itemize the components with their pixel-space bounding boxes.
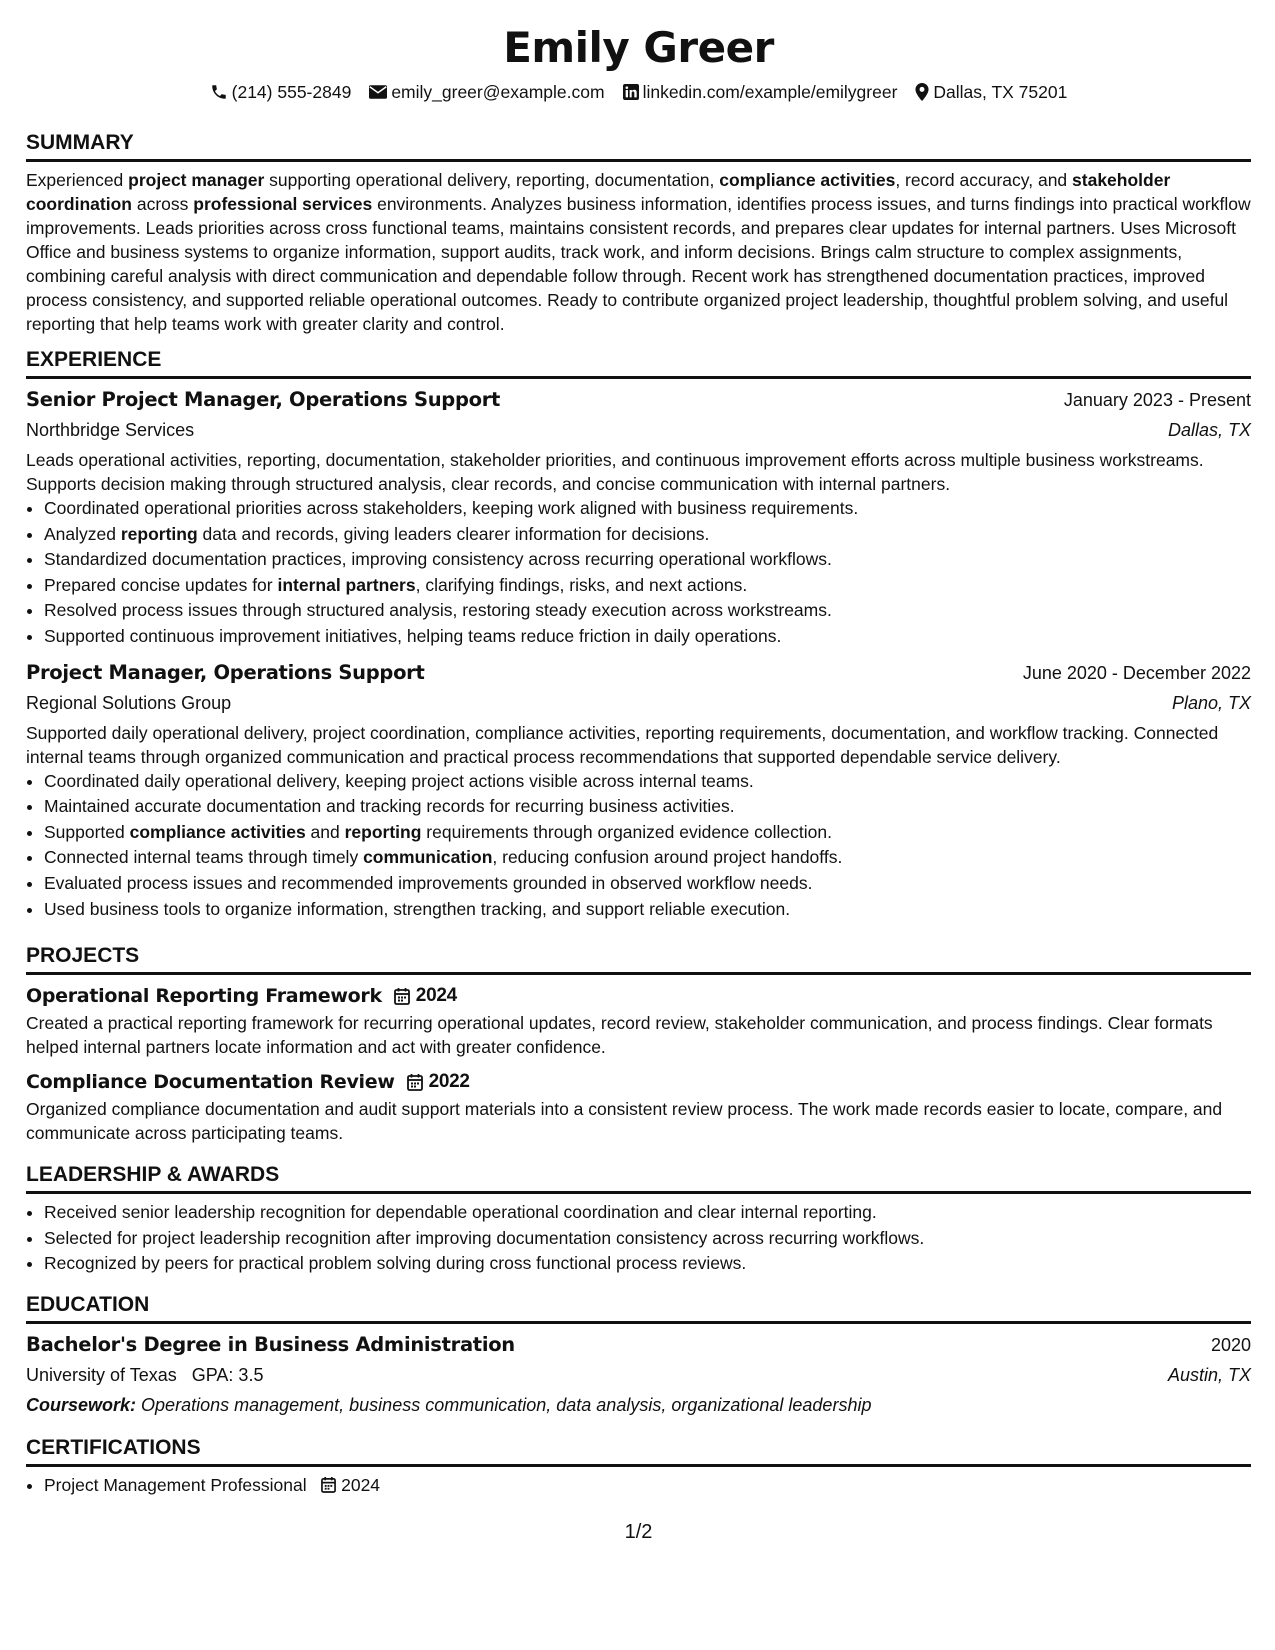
project-entry (26, 981, 1251, 1059)
job-location: Plano, TX (1171, 692, 1251, 713)
phone-text: (214) 555-2849 (231, 82, 352, 102)
job-bullets (26, 769, 1251, 923)
calendar-icon (394, 987, 410, 1005)
list-item: • Supported compliance activities and reporting requirements through organized evidence collection. (44, 820, 1251, 846)
school-info (26, 1360, 263, 1390)
school-name: University of Texas (26, 1365, 177, 1385)
job-location: Dallas, TX (1167, 420, 1251, 440)
job-bullets (26, 496, 1251, 650)
degree-title: Bachelor's Degree in Business Administration (26, 1333, 515, 1356)
list-item: • Supported continuous improvement initiatives, helping teams reduce friction in daily operations. (44, 624, 1251, 650)
graduation-year: 2020 (1210, 1335, 1251, 1355)
list-item: • Used business tools to organize information, strengthen tracking, and support reliable execution. (44, 897, 1251, 923)
section-heading: EXPERIENCE (26, 347, 1251, 379)
contact-bar (26, 80, 1251, 104)
project-name: Operational Reporting Framework (26, 985, 382, 1007)
calendar-icon (407, 1073, 423, 1091)
section-heading: CERTIFICATIONS (26, 1435, 1251, 1467)
projects-section (26, 943, 1251, 1145)
project-entry (26, 1067, 1251, 1145)
list-item: • Connected internal teams through timely communication, reducing confusion around project handoffs. (44, 845, 1251, 871)
linkedin-icon (623, 84, 639, 100)
list-item: • Analyzed reporting data and records, giving leaders clearer information for decisions. (44, 522, 1251, 548)
job-title: Project Manager, Operations Support (26, 660, 425, 684)
experience-section (26, 347, 1251, 922)
job-entry (26, 658, 1251, 923)
job-dates: January 2023 - Present (1063, 390, 1251, 410)
project-name: Compliance Documentation Review (26, 1071, 395, 1093)
candidate-name: Emily Greer (503, 23, 774, 72)
gpa: GPA: 3.5 (191, 1365, 264, 1385)
school-location: Austin, TX (1167, 1365, 1251, 1385)
envelope-icon (369, 85, 387, 99)
job-company: Regional Solutions Group (26, 692, 232, 713)
list-item: • Resolved process issues through structured analysis, restoring steady execution across workstreams. (44, 598, 1251, 624)
list-item: • Maintained accurate documentation and tracking records for recurring business activities. (44, 794, 1251, 820)
phone-icon (210, 83, 228, 101)
list-item: • Recognized by peers for practical problem solving during cross functional process reviews. (44, 1251, 1251, 1277)
job-entry (26, 385, 1251, 650)
leadership-list (26, 1200, 1251, 1277)
certifications-list (26, 1473, 1251, 1499)
list-item (44, 1473, 1251, 1499)
summary-section (26, 130, 1251, 336)
page-number: 1/2 (624, 1521, 653, 1543)
coursework-label: Coursework: (26, 1395, 137, 1415)
project-year: 2024 (415, 985, 457, 1006)
contact-phone[interactable] (210, 80, 352, 104)
coursework-text: Operations management, business communication, data analysis, organizational leadership (141, 1395, 872, 1415)
project-description: Created a practical reporting framework for recurring operational updates, record review, stakeholder communication, and process findings. Clear formats helped internal partners locate information and act with greater confidence. (26, 1013, 1213, 1057)
list-item: • Received senior leadership recognition for dependable operational coordination and clear internal reporting. (44, 1200, 1251, 1226)
certifications-section (26, 1435, 1251, 1499)
resume-page (26, 0, 1251, 1650)
email-text: emily_greer@example.com (391, 82, 605, 102)
contact-linkedin[interactable] (623, 80, 898, 104)
section-heading: EDUCATION (26, 1292, 1251, 1324)
list-item: • Coordinated daily operational delivery, keeping project actions visible across internal teams. (44, 769, 1251, 795)
linkedin-text: linkedin.com/example/emilygreer (642, 82, 898, 102)
list-item: • Standardized documentation practices, improving consistency across recurring operational workflows. (44, 547, 1251, 573)
job-company: Northbridge Services (26, 420, 195, 440)
education-section (26, 1292, 1251, 1420)
calendar-icon (321, 1476, 336, 1493)
certification-name: Project Management Professional (44, 1475, 307, 1495)
project-year: 2022 (428, 1071, 470, 1092)
contact-email[interactable] (369, 80, 604, 104)
summary-text: Experienced project manager supporting operational delivery, reporting, documentation, compliance activities, record accuracy, and stakeholder coordination across professional services environments. Analyzes business information, identifies process issues, and turns findings into practical workflow improvements. Leads priorities across cross functional teams, maintains consistent records, and prepares clear updates for internal partners. Uses Microsoft Office and business systems to organize information, support audits, track work, and inform decisions. Brings calm structure to complex assignments, combining careful analysis with direct communication and dependable follow through. Recent work has strengthened documentation practices, improved process consistency, and supported reliable operational outcomes. Ready to contribute organized project leadership, thoughtful problem solving, and useful reporting that help teams work with greater clarity and control. (26, 170, 1251, 334)
map-pin-icon (915, 83, 929, 101)
job-description: Leads operational activities, reporting, documentation, stakeholder priorities, and continuous improvement efforts across multiple business workstreams. Supports decision making through structured analysis, clear records, and concise communication with internal partners. (26, 450, 1204, 494)
job-dates: June 2020 - December 2022 (1022, 662, 1251, 683)
list-item: • Evaluated process issues and recommended improvements grounded in observed workflow needs. (44, 871, 1251, 897)
list-item: • Selected for project leadership recognition after improving documentation consistency across recurring workflows. (44, 1226, 1251, 1252)
section-heading: PROJECTS (26, 943, 1251, 975)
leadership-section (26, 1162, 1251, 1277)
section-heading: SUMMARY (26, 130, 1251, 162)
list-item: • Coordinated operational priorities across stakeholders, keeping work aligned with business requirements. (44, 496, 1251, 522)
coursework (26, 1390, 1251, 1420)
list-item: • Prepared concise updates for internal partners, clarifying findings, risks, and next actions. (44, 573, 1251, 599)
job-description: Supported daily operational delivery, project coordination, compliance activities, reporting requirements, documentation, and workflow tracking. Connected internal teams through organized communication and practical process recommendations that supported dependable service delivery. (26, 722, 1219, 767)
contact-location (915, 80, 1067, 104)
section-heading: LEADERSHIP & AWARDS (26, 1162, 1251, 1194)
location-text: Dallas, TX 75201 (933, 82, 1068, 102)
job-title: Senior Project Manager, Operations Support (26, 388, 501, 411)
project-description: Organized compliance documentation and audit support materials into a consistent review process. The work made records easier to locate, compare, and communicate across participating teams. (26, 1099, 1223, 1143)
certification-year: 2024 (341, 1475, 381, 1495)
